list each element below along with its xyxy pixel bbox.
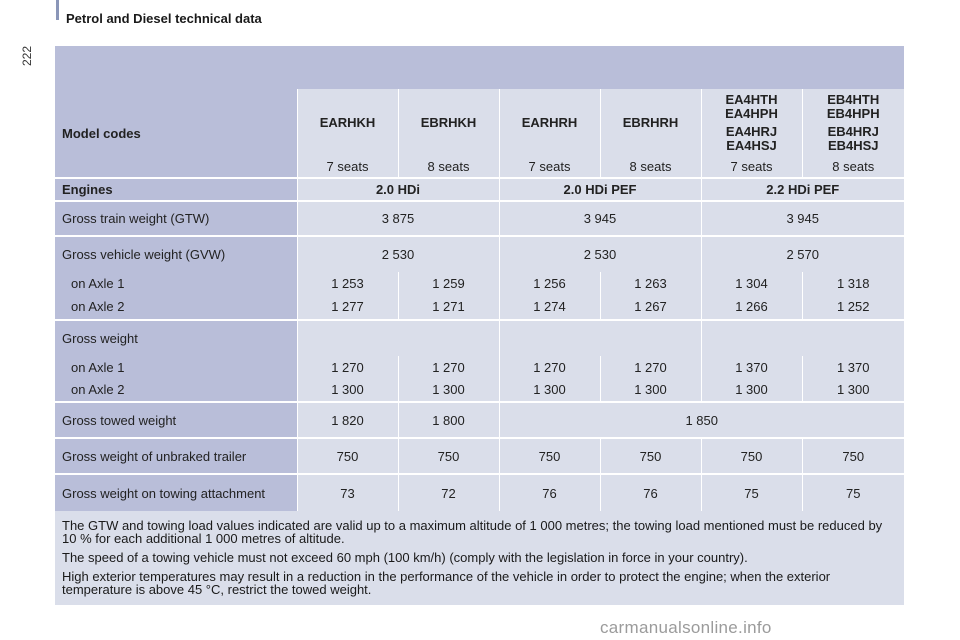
table-cell: 1 274 (499, 294, 600, 320)
model-code: EBRHKH (398, 89, 499, 156)
gtw-cell: 3 945 (701, 201, 904, 236)
note-speed: The speed of a towing vehicle must not exceed 60 mph (100 km/h) (comply with the legislation in force in your country). (62, 550, 748, 565)
table-cell: 1 370 (802, 356, 904, 378)
model-codes-label: Model codes (55, 89, 297, 178)
page-number: 222 (20, 46, 34, 67)
gvw-label: Gross vehicle weight (GVW) (55, 236, 297, 272)
table-cell: 75 (701, 474, 802, 512)
table-cell: 750 (701, 438, 802, 474)
table-cell (499, 320, 701, 356)
table-cell: 750 (802, 438, 904, 474)
table-cell: 1 256 (499, 272, 600, 294)
axle2-label: on Axle 2 (55, 378, 297, 402)
table-cell: 1 277 (297, 294, 398, 320)
table-cell: 1 252 (802, 294, 904, 320)
gw-axle2-row (55, 378, 904, 402)
table-cell: 1 300 (297, 378, 398, 402)
table-cell: 76 (600, 474, 701, 512)
table-cell (701, 320, 904, 356)
table-cell: 76 (499, 474, 600, 512)
table-cell: 1 259 (398, 272, 499, 294)
header-accent-bar (56, 0, 59, 20)
table-cell: 1 271 (398, 294, 499, 320)
seats-cell: 7 seats (297, 156, 398, 178)
engine-cell: 2.0 HDi (297, 178, 499, 201)
axle1-label: on Axle 1 (55, 356, 297, 378)
table-cell: 1 266 (701, 294, 802, 320)
table-header-band (55, 46, 904, 89)
table-cell: 1 270 (499, 356, 600, 378)
table-cell (297, 320, 499, 356)
table-cell: 73 (297, 474, 398, 512)
table-cell: 1 304 (701, 272, 802, 294)
seats-cell: 7 seats (499, 156, 600, 178)
model-code-group-5: EA4HTH EA4HPH EA4HRJ EA4HSJ (701, 89, 802, 156)
unbraked-label: Gross weight of unbraked trailer (55, 438, 297, 474)
note-temperature: High exterior temperatures may result in a reduction in the performance of the vehicle in order to protect the engine; when the exterior temperature is above 45 °C, restrict the towed weight. (62, 569, 831, 597)
table-cell: 1 300 (499, 378, 600, 402)
gw-axle1-row (55, 356, 904, 378)
table-cell: 1 263 (600, 272, 701, 294)
model-code-group-6: EB4HTH EB4HPH EB4HRJ EB4HSJ (802, 89, 904, 156)
table-cell: 1 270 (297, 356, 398, 378)
gvw-axle2-row (55, 294, 904, 320)
page-title: Petrol and Diesel technical data (66, 11, 262, 26)
table-cell: 1 270 (398, 356, 499, 378)
axle2-label: on Axle 2 (55, 294, 297, 320)
seats-cell: 8 seats (600, 156, 701, 178)
model-code: EARHKH (297, 89, 398, 156)
table-cell: 1 300 (600, 378, 701, 402)
technical-data-table (55, 89, 904, 512)
table-cell: 1 300 (398, 378, 499, 402)
seats-cell: 7 seats (701, 156, 802, 178)
gvw-cell: 2 570 (701, 236, 904, 272)
engines-row (55, 178, 904, 201)
table-cell: 1 800 (398, 402, 499, 438)
table-cell: 750 (499, 438, 600, 474)
engines-label: Engines (55, 178, 297, 201)
unbraked-row (55, 438, 904, 474)
table-cell: 1 370 (701, 356, 802, 378)
towing-attachment-row (55, 474, 904, 512)
towed-row (55, 402, 904, 438)
table-cell: 1 300 (701, 378, 802, 402)
seats-cell: 8 seats (802, 156, 904, 178)
gvw-cell: 2 530 (297, 236, 499, 272)
watermark-text: carmanualsonline.info (600, 618, 772, 637)
gvw-cell: 2 530 (499, 236, 701, 272)
gvw-axle1-row (55, 272, 904, 294)
gtw-cell: 3 945 (499, 201, 701, 236)
table-cell: 1 267 (600, 294, 701, 320)
model-code: EBRHRH (600, 89, 701, 156)
model-code: EARHRH (499, 89, 600, 156)
gross-weight-row (55, 320, 904, 356)
seats-cell: 8 seats (398, 156, 499, 178)
table-cell: 750 (600, 438, 701, 474)
table-cell: 75 (802, 474, 904, 512)
towing-attachment-label: Gross weight on towing attachment (55, 474, 297, 512)
table-cell: 72 (398, 474, 499, 512)
towed-label: Gross towed weight (55, 402, 297, 438)
engine-cell: 2.0 HDi PEF (499, 178, 701, 201)
gross-weight-label: Gross weight (55, 320, 297, 356)
table-cell: 1 850 (499, 402, 904, 438)
gtw-cell: 3 875 (297, 201, 499, 236)
note-altitude: The GTW and towing load values indicated are valid up to a maximum altitude of 1 000 metres; the towing load mentioned must be reduced by 10 % for each additional 1 000 metres of altitude. (62, 518, 883, 546)
axle1-label: on Axle 1 (55, 272, 297, 294)
gtw-label: Gross train weight (GTW) (55, 201, 297, 236)
gtw-row (55, 201, 904, 236)
table-cell: 750 (297, 438, 398, 474)
table-cell: 1 820 (297, 402, 398, 438)
table-cell: 1 318 (802, 272, 904, 294)
gvw-row (55, 236, 904, 272)
table-cell: 750 (398, 438, 499, 474)
table-cell: 1 300 (802, 378, 904, 402)
engine-cell: 2.2 HDi PEF (701, 178, 904, 201)
table-cell: 1 270 (600, 356, 701, 378)
table-cell: 1 253 (297, 272, 398, 294)
notes-box (55, 511, 904, 605)
model-codes-row (55, 89, 904, 156)
